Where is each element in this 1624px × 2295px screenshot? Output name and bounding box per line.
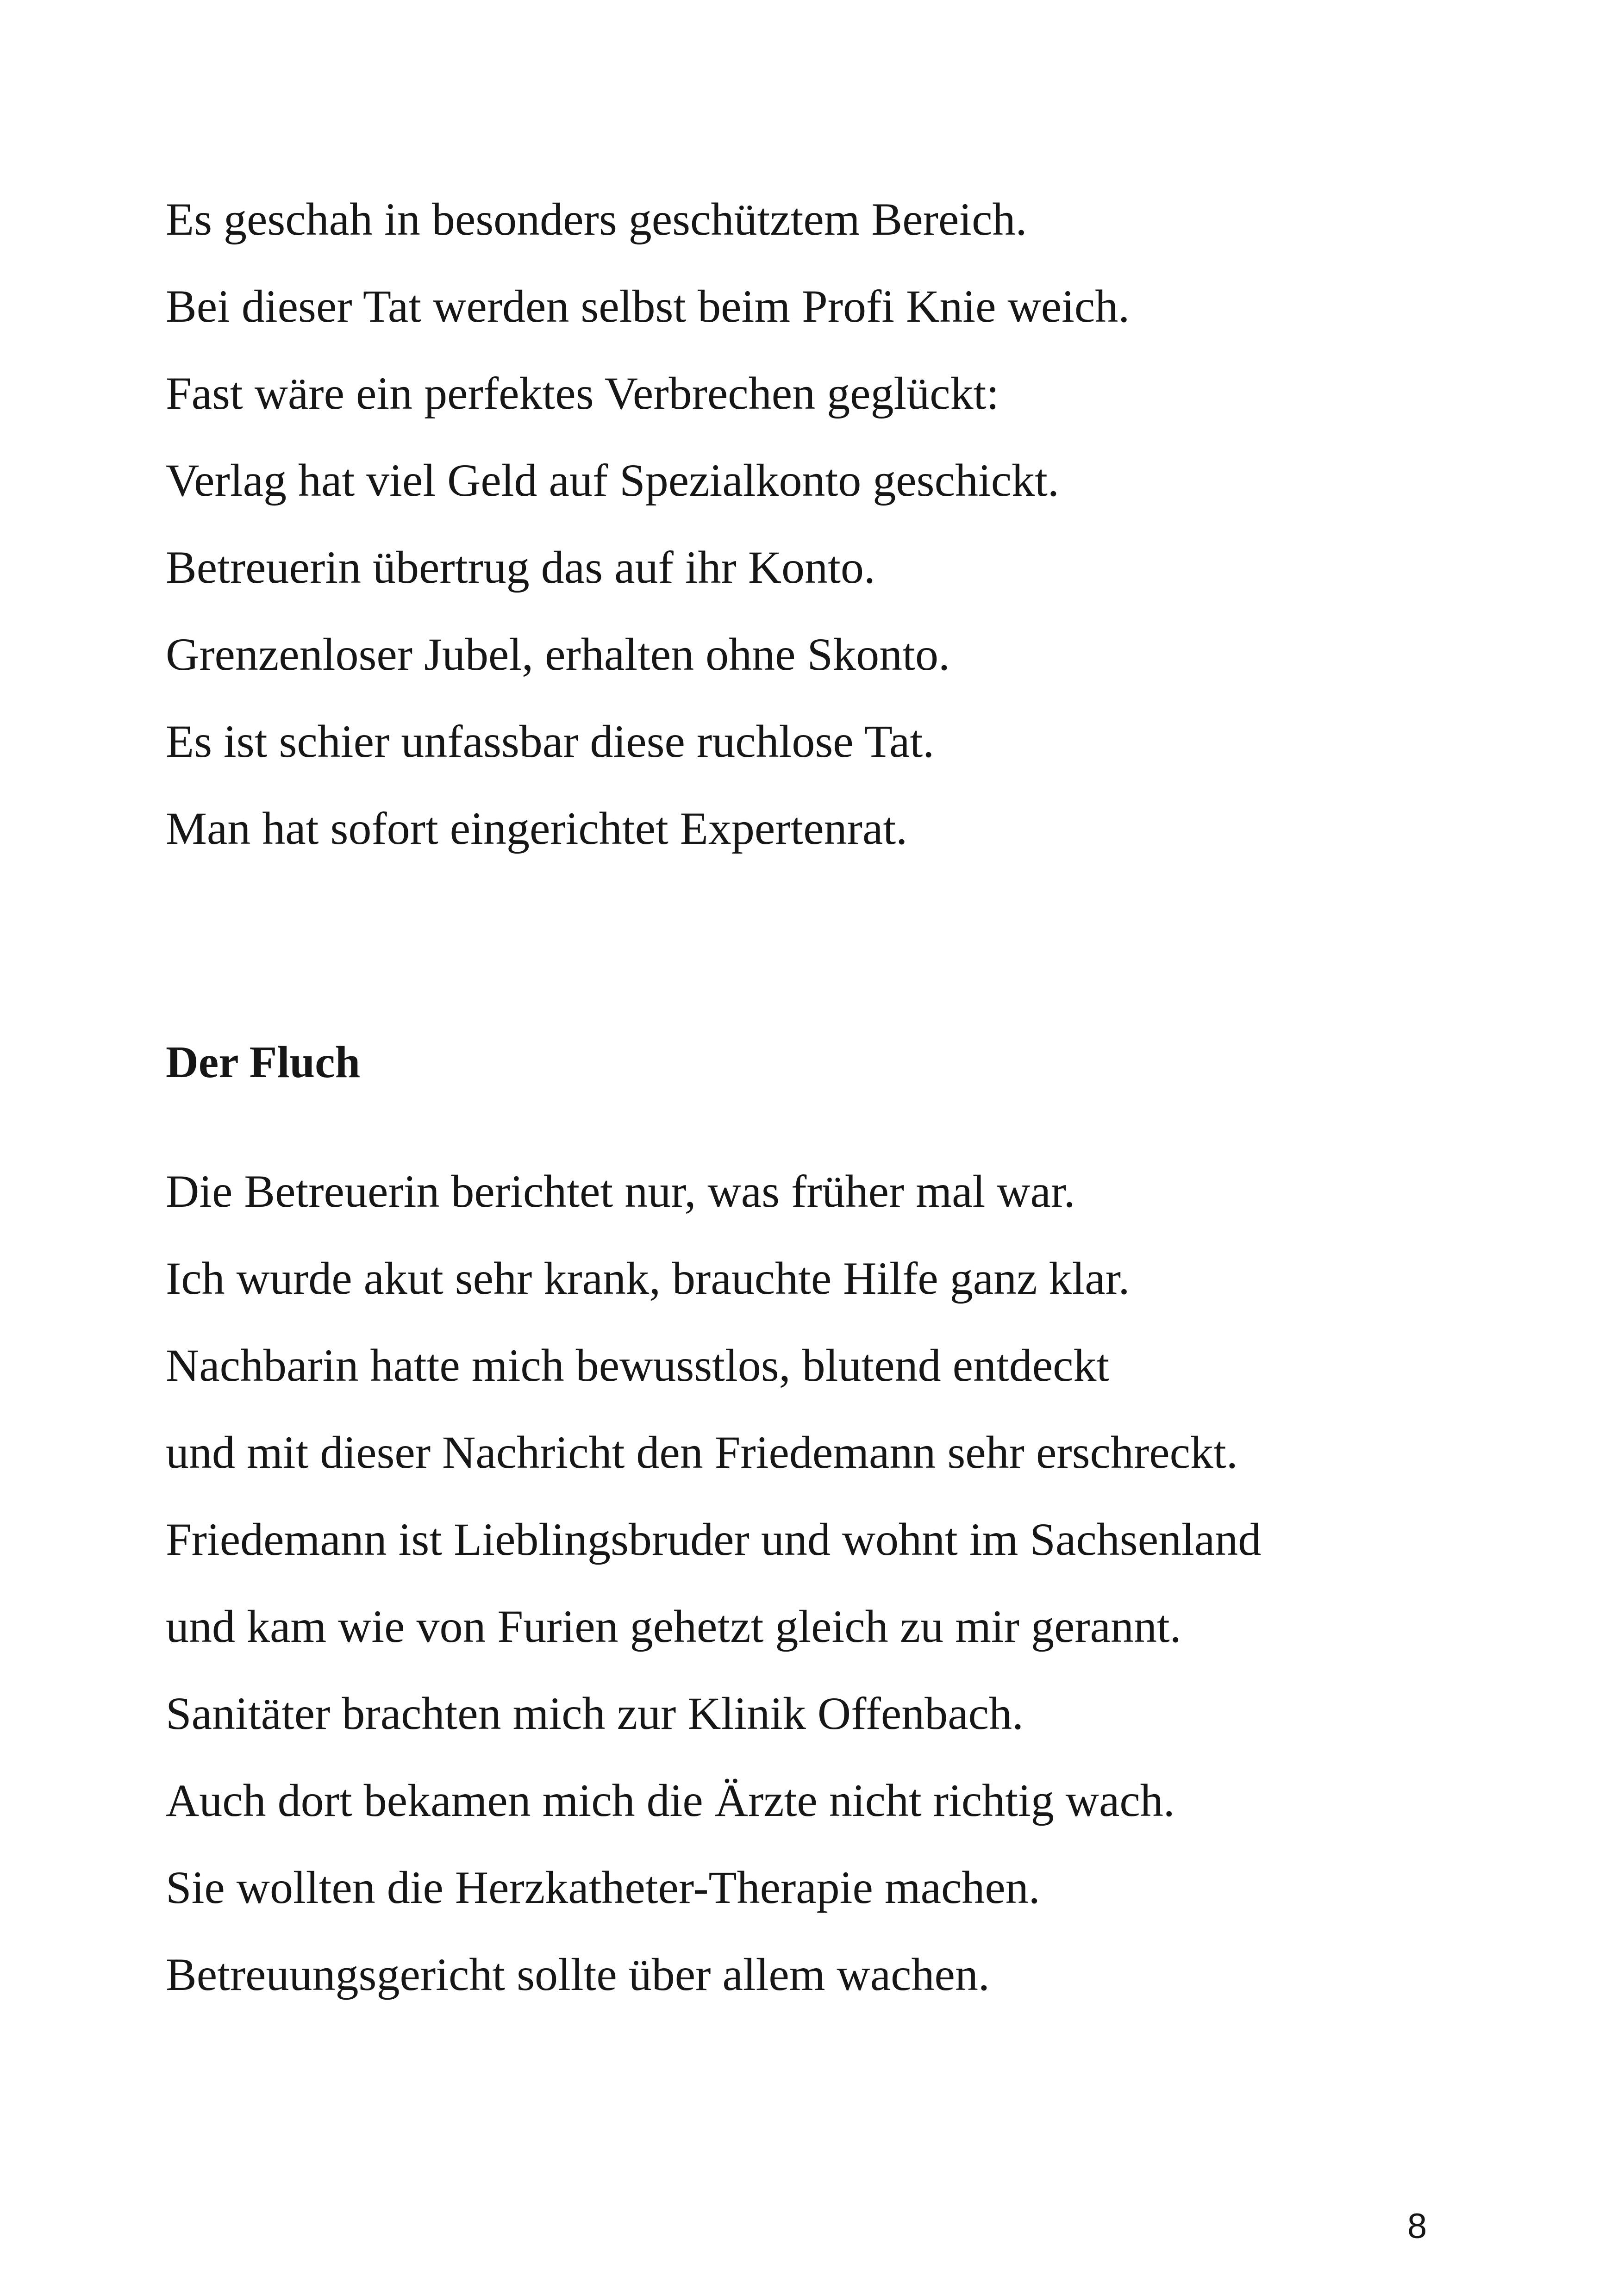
poem-line: Bei dieser Tat werden selbst beim Profi Knie weich. bbox=[166, 281, 1130, 332]
poem-line: Fast wäre ein perfektes Verbrechen geglückt: bbox=[166, 368, 999, 419]
poem-line: Es ist schier unfassbar diese ruchlose Tat. bbox=[166, 716, 935, 767]
poem-line: und kam wie von Furien gehetzt gleich zu mir gerannt. bbox=[166, 1601, 1181, 1652]
poem-line: Auch dort bekamen mich die Ärzte nicht richtig wach. bbox=[166, 1775, 1175, 1826]
poem-line: Friedemann ist Lieblingsbruder und wohnt im Sachsenland bbox=[166, 1514, 1262, 1565]
poem-line: Betreuerin übertrug das auf ihr Konto. bbox=[166, 542, 875, 593]
poem-line: und mit dieser Nachricht den Friedemann sehr erschreckt. bbox=[166, 1427, 1238, 1478]
poem-line: Nachbarin hatte mich bewusstlos, blutend entdeckt bbox=[166, 1340, 1110, 1391]
poem-line: Sie wollten die Herzkatheter-Therapie machen. bbox=[166, 1862, 1040, 1913]
poem-line: Sanitäter brachten mich zur Klinik Offenbach. bbox=[166, 1688, 1024, 1739]
poem-line: Ich wurde akut sehr krank, brauchte Hilfe ganz klar. bbox=[166, 1253, 1130, 1304]
poem-stanza bbox=[166, 1148, 1261, 2018]
poem-stanza bbox=[166, 176, 1130, 872]
poem-line: Man hat sofort eingerichtet Expertenrat. bbox=[166, 803, 908, 854]
page-number: 8 bbox=[1407, 2207, 1427, 2246]
poem-line: Die Betreuerin berichtet nur, was früher mal war. bbox=[166, 1166, 1075, 1217]
section-heading: Der Fluch bbox=[166, 1037, 361, 1087]
poem-line: Verlag hat viel Geld auf Spezialkonto geschickt. bbox=[166, 455, 1059, 506]
poem-line: Betreuungsgericht sollte über allem wachen. bbox=[166, 1949, 990, 2000]
poem-line: Es geschah in besonders geschütztem Bereich. bbox=[166, 193, 1027, 245]
poem-line: Grenzenloser Jubel, erhalten ohne Skonto. bbox=[166, 629, 950, 680]
